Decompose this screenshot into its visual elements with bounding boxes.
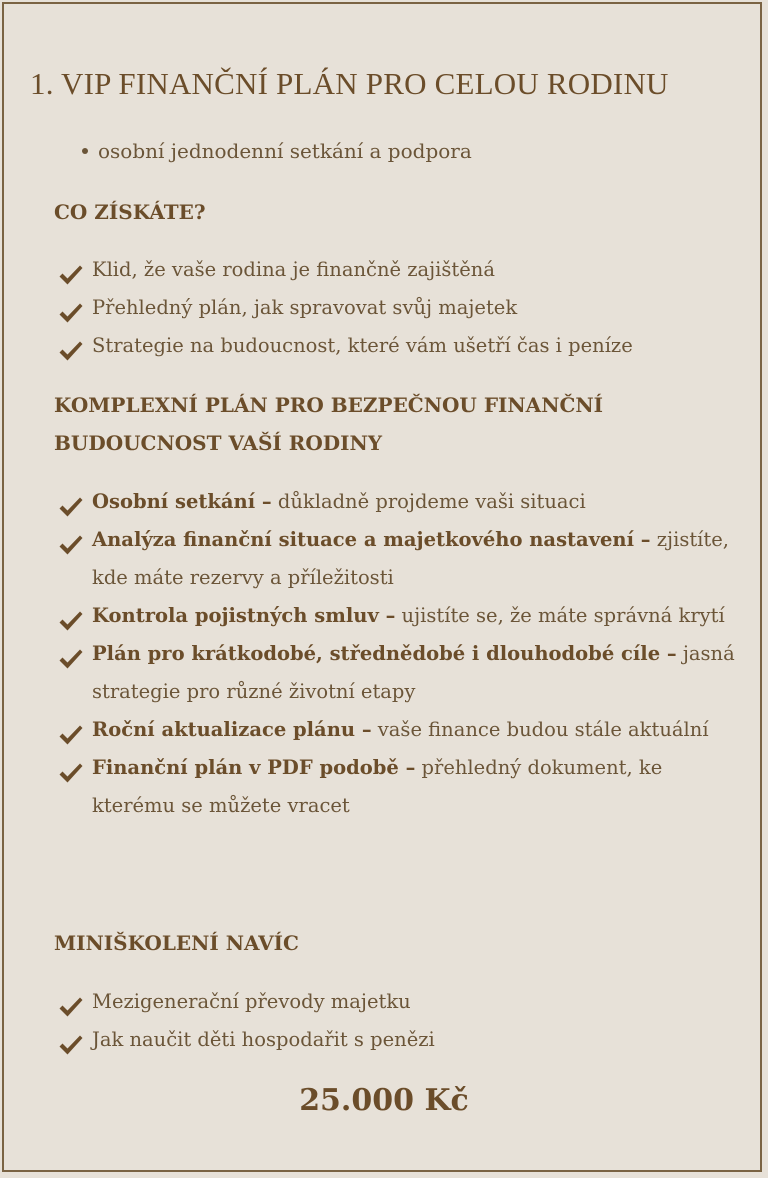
checklist-item-bold: Roční aktualizace plánu – (92, 718, 372, 741)
checklist-item-text: přehledný dokument, ke kterému se můžete vracet (92, 756, 663, 817)
checklist-item-text: Strategie na budoucnost, které vám ušetří čas i peníze (92, 334, 633, 357)
check-icon (58, 299, 84, 321)
checklist-item-bold: Plán pro krátkodobé, střednědobé i dlouhodobé cíle – (92, 642, 677, 665)
check-icon (58, 759, 84, 781)
check-icon (58, 645, 84, 667)
intro-bullet-list (82, 134, 472, 168)
checklist-item (58, 597, 738, 635)
checklist-item-text: vaše finance budou stále aktuální (371, 718, 709, 741)
checklist-item-text: jasná strategie pro různé životní etapy (92, 642, 735, 703)
checklist-item (58, 483, 738, 521)
page-title: 1. VIP FINANČNÍ PLÁN PRO CELOU RODINU (30, 66, 669, 101)
checklist-item-bold: Finanční plán v PDF podobě – (92, 756, 416, 779)
benefits-checklist (58, 251, 738, 365)
checklist-item (58, 289, 738, 327)
plan-checklist (58, 483, 738, 825)
checklist-item-text: ujistíte se, že máte správná krytí (395, 604, 725, 627)
checklist-item-bold: Analýza finanční situace a majetkového nastavení – (92, 528, 651, 551)
price-label: 25.000 Kč (299, 1083, 469, 1118)
section-heading-plan-line2: BUDOUCNOST VAŠÍ RODINY (54, 431, 383, 455)
bonus-checklist (58, 983, 738, 1059)
checklist-item-text: Mezigenerační převody majetku (92, 990, 411, 1013)
bullet-dot-icon (82, 148, 88, 154)
checklist-item-text: důkladně projdeme vaši situaci (271, 490, 586, 513)
checklist-item (58, 711, 738, 749)
checklist-item (58, 521, 738, 597)
check-icon (58, 721, 84, 743)
section-heading-bonus: MINIŠKOLENÍ NAVÍC (54, 931, 299, 955)
section-heading-plan (54, 386, 603, 462)
checklist-item-text: Přehledný plán, jak spravovat svůj majetek (92, 296, 518, 319)
checklist-item (58, 327, 738, 365)
checklist-item (58, 983, 738, 1021)
checklist-item-text: zjistíte, kde máte rezervy a příležitosti (92, 528, 729, 589)
intro-bullet-item (82, 134, 472, 168)
section-heading-benefits: CO ZÍSKÁTE? (54, 200, 206, 224)
check-icon (58, 1031, 84, 1053)
checklist-item-text: Jak naučit děti hospodařit s penězi (92, 1028, 435, 1051)
intro-bullet-text: osobní jednodenní setkání a podpora (98, 139, 472, 163)
check-icon (58, 993, 84, 1015)
checklist-item-text: Klid, že vaše rodina je finančně zajištěná (92, 258, 495, 281)
section-heading-plan-line1: KOMPLEXNÍ PLÁN PRO BEZPEČNOU FINANČNÍ (54, 393, 604, 417)
check-icon (58, 493, 84, 515)
check-icon (58, 261, 84, 283)
checklist-item-bold: Kontrola pojistných smluv – (92, 604, 396, 627)
checklist-item (58, 251, 738, 289)
checklist-item (58, 749, 738, 825)
checklist-item (58, 1021, 738, 1059)
checklist-item-bold: Osobní setkání – (92, 490, 272, 513)
checklist-item (58, 635, 738, 711)
check-icon (58, 531, 84, 553)
check-icon (58, 607, 84, 629)
check-icon (58, 337, 84, 359)
